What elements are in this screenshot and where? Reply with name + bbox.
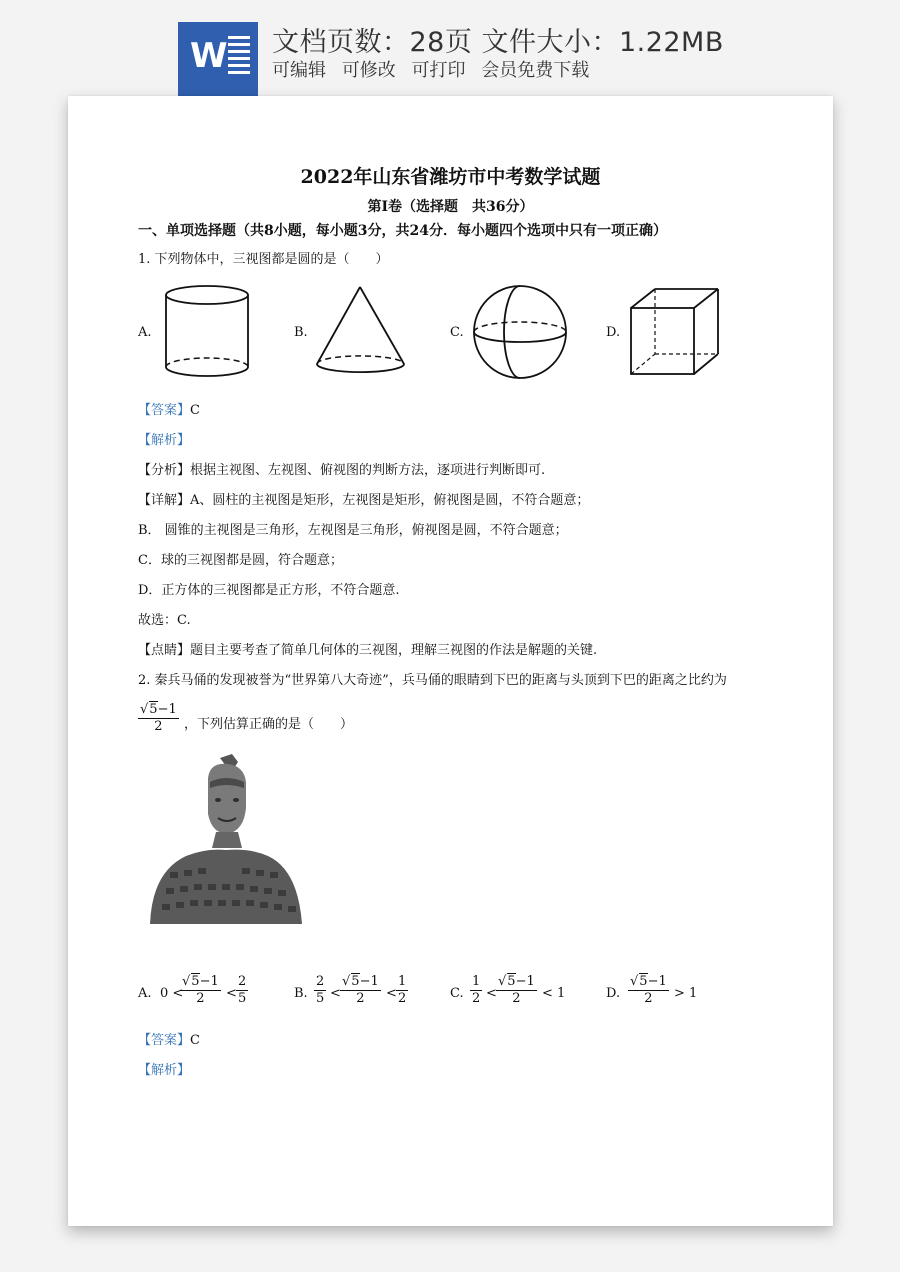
page-title: 2022年山东省潍坊市中考数学试题 bbox=[300, 166, 601, 188]
fraction-denominator: 2 bbox=[196, 991, 205, 1006]
feature-member-download: 会员免费下载 bbox=[481, 60, 590, 81]
q1-analysis-tag: 【解析】 bbox=[138, 433, 191, 448]
q2-option-d-label: D. bbox=[606, 986, 621, 1001]
q1-analysis-line bbox=[138, 459, 545, 478]
fraction-numerator-tail: −1 bbox=[359, 974, 379, 989]
fraction-radicand: 5 bbox=[507, 974, 516, 989]
q2-option-c-left: < bbox=[486, 986, 497, 1001]
q2-option-b-lower bbox=[314, 974, 326, 1007]
q2-option-b-fraction: $\frac{√5-1}{2}$ bbox=[342, 974, 379, 1006]
bound-denominator: 2 bbox=[398, 991, 407, 1006]
answer-tag: 【答案】 bbox=[138, 1033, 191, 1048]
q1-analysis-line: D．正方体的三视图都是正方形，不符合题意. bbox=[138, 583, 400, 598]
q2-option-a-label: A. bbox=[138, 986, 152, 1001]
fraction-denominator: 2 bbox=[154, 719, 163, 734]
header-bar bbox=[0, 0, 900, 96]
q1-analysis-line bbox=[138, 489, 589, 508]
q2-option-a-right: < bbox=[226, 986, 237, 1001]
word-icon-lines bbox=[228, 36, 250, 78]
q2-option-b-left: < bbox=[330, 986, 341, 1001]
q1-analysis-line: C．球的三视图都是圆，符合题意； bbox=[138, 553, 343, 568]
q1-analysis-line: 故选：C. bbox=[138, 613, 191, 628]
q1-stem: 1. 下列物体中，三视图都是圆的是（ ） bbox=[138, 252, 389, 267]
fraction-denominator: 2 bbox=[356, 991, 365, 1006]
q1-analysis-line: B． 圆锥的主视图是三角形，左视图是三角形，俯视图是圆，不符合题意； bbox=[138, 523, 568, 538]
fraction-radicand: 5 bbox=[639, 974, 648, 989]
bound-numerator: 2 bbox=[316, 974, 325, 989]
bound-denominator: 5 bbox=[316, 991, 325, 1006]
line-tag: 【分析】 bbox=[138, 463, 191, 478]
q2-analysis-tag: 【解析】 bbox=[138, 1063, 191, 1078]
q2-answer bbox=[138, 1029, 200, 1048]
document-page bbox=[68, 96, 833, 1226]
fraction-numerator-tail: −1 bbox=[199, 974, 219, 989]
answer-value: C bbox=[190, 403, 200, 418]
line-tag: 【详解】 bbox=[138, 493, 191, 508]
q1-analysis-line bbox=[138, 639, 597, 658]
answer-value: C bbox=[190, 1033, 200, 1048]
q1-answer bbox=[138, 399, 200, 418]
q1-option-b-label: B. bbox=[294, 325, 308, 340]
q2-option-d-right: > 1 bbox=[674, 986, 698, 1001]
line-text: 题目主要考查了简单几何体的三视图，理解三视图的作法是解题的关键. bbox=[190, 643, 598, 658]
bound-numerator: 1 bbox=[398, 974, 407, 989]
terracotta-warrior-image bbox=[146, 752, 306, 932]
bound-denominator: 5 bbox=[238, 991, 247, 1006]
q2-option-c-lower bbox=[470, 974, 482, 1007]
q2-stem-tail: ，下列估算正确的是（ ） bbox=[184, 717, 354, 732]
doc-stats: 文档页数：28页 文件大小：1.22MB bbox=[272, 27, 724, 58]
q1-option-d-label: D. bbox=[606, 325, 621, 340]
q1-option-a-label: A. bbox=[138, 325, 152, 340]
line-tag: 【点睛】 bbox=[138, 643, 191, 658]
q2-option-a-bound bbox=[236, 974, 248, 1007]
volume-heading: 第Ⅰ卷（选择题 共36分） bbox=[367, 199, 534, 215]
q2-option-b-label: B. bbox=[294, 986, 308, 1001]
cylinder-figure bbox=[164, 282, 254, 378]
fraction-denominator: 2 bbox=[512, 991, 521, 1006]
golden-ratio-fraction: $\frac{√5-1}{2}$ bbox=[140, 702, 177, 734]
q2-option-b-upper bbox=[396, 974, 408, 1007]
q2-option-a-fraction: $\frac{√5-1}{2}$ bbox=[182, 974, 219, 1006]
cube-figure bbox=[630, 288, 722, 378]
q2-option-c-label: C. bbox=[450, 986, 464, 1001]
q2-option-c-right: < 1 bbox=[542, 986, 566, 1001]
line-text: 根据主视图、左视图、俯视图的判断方法，逐项进行判断即可. bbox=[190, 463, 546, 478]
fraction-radicand: 5 bbox=[149, 702, 158, 717]
bound-numerator: 2 bbox=[238, 974, 247, 989]
q2-option-b-right: < bbox=[386, 986, 397, 1001]
q1-option-c-label: C. bbox=[450, 325, 464, 340]
sphere-figure bbox=[472, 284, 568, 380]
section-heading: 一、单项选择题（共8小题，每小题3分，共24分．每小题四个选项中只有一项正确） bbox=[138, 223, 667, 239]
fraction-radicand: 5 bbox=[191, 974, 200, 989]
feature-modifiable: 可修改 bbox=[341, 60, 396, 81]
word-icon bbox=[178, 22, 258, 96]
fraction-numerator-tail: −1 bbox=[157, 702, 177, 717]
line-text: A、圆柱的主视图是矩形，左视图是矩形，俯视图是圆，不符合题意； bbox=[190, 493, 590, 508]
feature-printable: 可打印 bbox=[411, 60, 466, 81]
answer-tag: 【答案】 bbox=[138, 403, 191, 418]
word-letter-w: W bbox=[190, 36, 228, 76]
bound-denominator: 2 bbox=[472, 991, 481, 1006]
cone-figure bbox=[316, 286, 408, 372]
fraction-numerator-tail: −1 bbox=[515, 974, 535, 989]
bound-numerator: 1 bbox=[472, 974, 481, 989]
feature-list bbox=[272, 56, 599, 82]
feature-editable: 可编辑 bbox=[272, 60, 326, 81]
q2-option-d-fraction: $\frac{√5-1}{2}$ bbox=[630, 974, 667, 1006]
q2-option-a-left: 0 < bbox=[160, 986, 184, 1001]
fraction-numerator-tail: −1 bbox=[647, 974, 667, 989]
fraction-radicand: 5 bbox=[351, 974, 360, 989]
q2-stem: 2. 秦兵马俑的发现被誉为“世界第八大奇迹”，兵马俑的眼睛到下巴的距离与头顶到下巴的距离之比约为 bbox=[138, 673, 727, 688]
fraction-denominator: 2 bbox=[644, 991, 653, 1006]
q2-option-c-fraction: $\frac{√5-1}{2}$ bbox=[498, 974, 535, 1006]
